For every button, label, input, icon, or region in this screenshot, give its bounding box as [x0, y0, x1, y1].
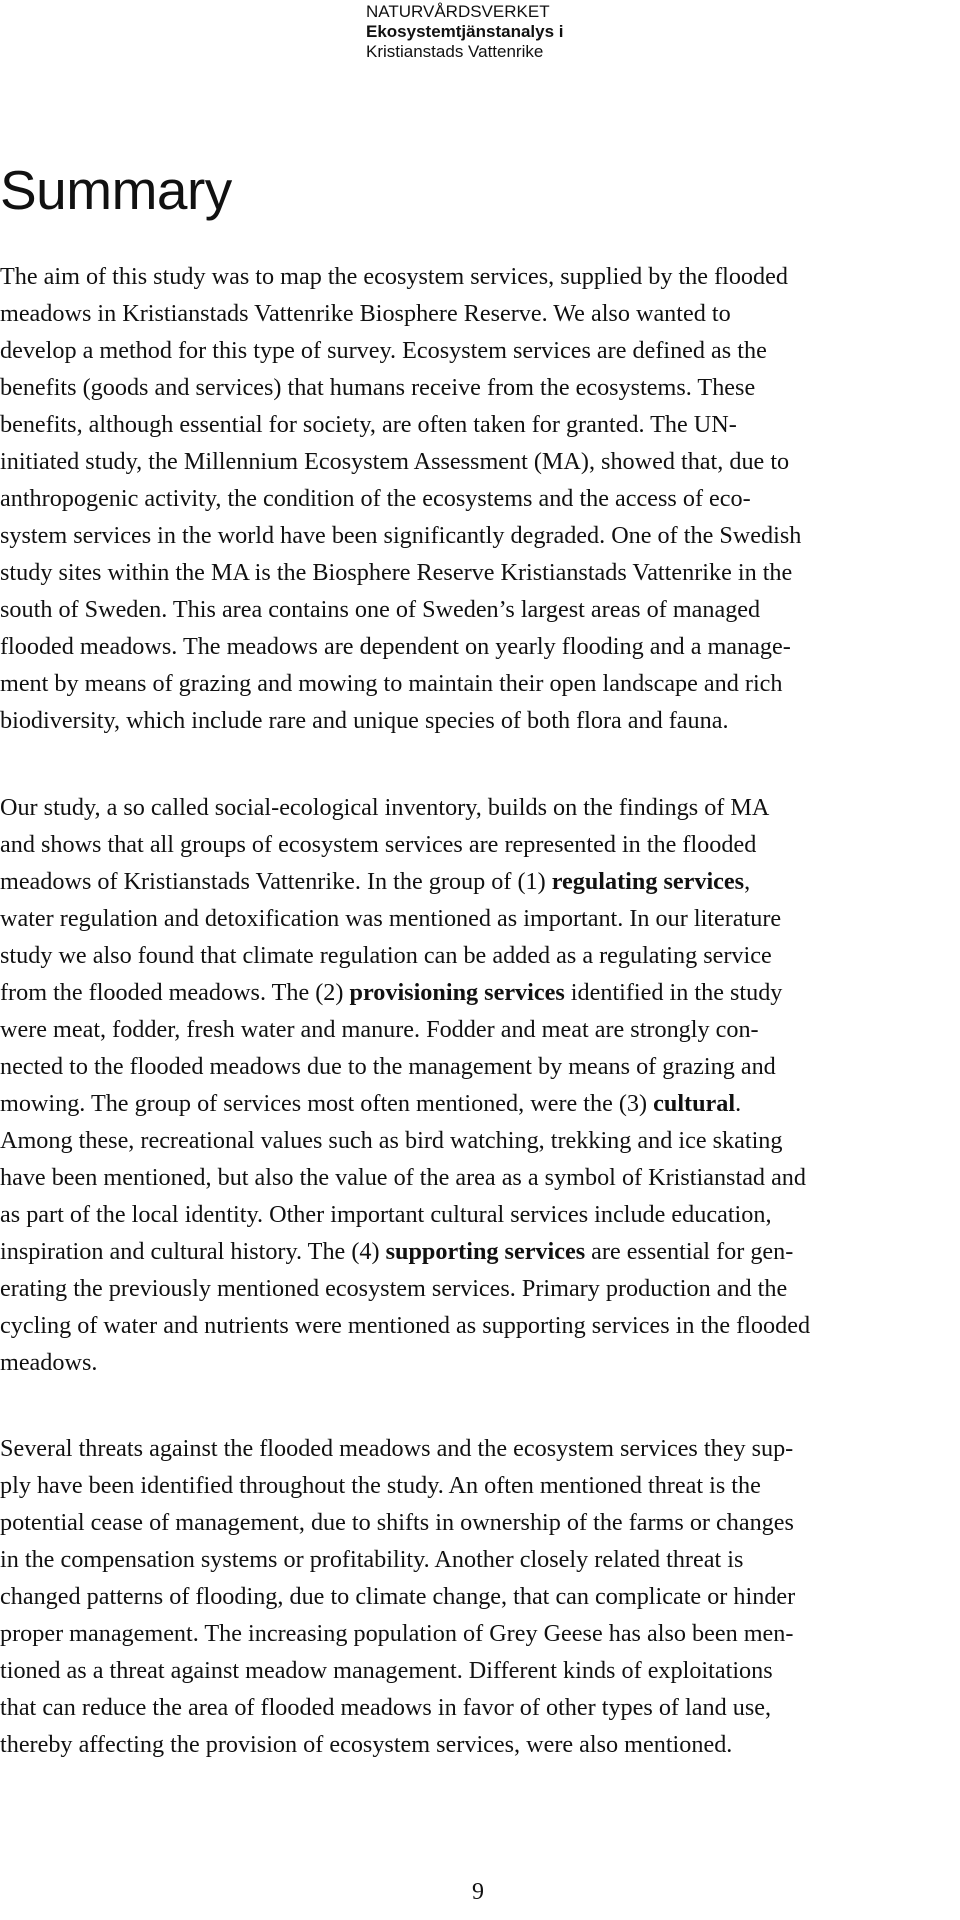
text-line: proper management. The increasing population of Grey Geese has also been men-: [0, 1620, 794, 1647]
text-segment: meadows of Kristianstads Vattenrike. In the group of (1): [0, 868, 552, 895]
header-report-subtitle: Kristianstads Vattenrike: [366, 42, 544, 61]
text-line: ply have been identified throughout the study. An often mentioned threat is the: [0, 1472, 761, 1499]
page-number: 9: [472, 1879, 484, 1905]
text-line: were meat, fodder, fresh water and manure. Fodder and meat are strongly con-: [0, 1016, 759, 1043]
text-line: meadows in Kristianstads Vattenrike Biosphere Reserve. We also wanted to: [0, 300, 731, 327]
text-line: have been mentioned, but also the value of the area as a symbol of Kristianstad and: [0, 1164, 806, 1191]
text-segment: are essential for gen-: [585, 1238, 794, 1265]
text-line: tioned as a threat against meadow management. Different kinds of exploitations: [0, 1657, 773, 1684]
text-line: Our study, a so called social-ecological inventory, builds on the findings of MA: [0, 794, 770, 821]
text-line: that can reduce the area of flooded meadows in favor of other types of land use,: [0, 1694, 772, 1721]
page-title: Summary: [0, 159, 232, 221]
text-line: in the compensation systems or profitability. Another closely related threat is: [0, 1546, 744, 1573]
text-line: cycling of water and nutrients were mentioned as supporting services in the flooded: [0, 1312, 811, 1339]
summary-paragraph-1: [0, 258, 940, 739]
text-line: changed patterns of flooding, due to climate change, that can complicate or hinder: [0, 1583, 796, 1610]
text-line: water regulation and detoxification was mentioned as important. In our literature: [0, 905, 782, 932]
text-line: ment by means of grazing and mowing to maintain their open landscape and rich: [0, 670, 783, 697]
text-line: flooded meadows. The meadows are dependent on yearly flooding and a manage-: [0, 633, 791, 660]
text-line: The aim of this study was to map the ecosystem services, supplied by the flooded: [0, 263, 788, 290]
text-line: and shows that all groups of ecosystem services are represented in the flooded: [0, 831, 757, 858]
text-line: south of Sweden. This area contains one of Sweden’s largest areas of managed: [0, 596, 761, 623]
header-report-title: Ekosystemtjänstanalys i: [366, 22, 564, 41]
text-line: benefits, although essential for society, are often taken for granted. The UN-: [0, 411, 737, 438]
running-header: [366, 2, 626, 62]
text-line: study sites within the MA is the Biosphere Reserve Kristianstads Vattenrike in the: [0, 559, 793, 586]
header-agency: NATURVÅRDSVERKET: [366, 2, 550, 21]
text-line: develop a method for this type of survey. Ecosystem services are defined as the: [0, 337, 767, 364]
text-line: Among these, recreational values such as bird watching, trekking and ice skating: [0, 1127, 783, 1154]
text-line: thereby affecting the provision of ecosystem services, were also mentioned.: [0, 1731, 733, 1758]
text-line: potential cease of management, due to shifts in ownership of the farms or changes: [0, 1509, 794, 1536]
text-line: erating the previously mentioned ecosystem services. Primary production and the: [0, 1275, 788, 1302]
text-line: anthropogenic activity, the condition of the ecosystems and the access of eco-: [0, 485, 751, 512]
summary-paragraph-3: [0, 1430, 940, 1763]
text-line: [0, 1233, 940, 1270]
text-line: benefits (goods and services) that humans receive from the ecosystems. These: [0, 374, 756, 401]
text-line: system services in the world have been significantly degraded. One of the Swedish: [0, 522, 802, 549]
text-line: as part of the local identity. Other important cultural services include education,: [0, 1201, 772, 1228]
term-supporting-services: supporting services: [385, 1238, 586, 1265]
text-line: Several threats against the flooded meadows and the ecosystem services they sup-: [0, 1435, 794, 1462]
term-provisioning-services: provisioning services: [349, 979, 565, 1006]
text-line: initiated study, the Millennium Ecosystem Assessment (MA), showed that, due to: [0, 448, 790, 475]
text-segment: inspiration and cultural history. The (4): [0, 1238, 386, 1265]
text-line: meadows.: [0, 1349, 98, 1376]
term-cultural: cultural: [653, 1090, 736, 1117]
text-segment: mowing. The group of services most often mentioned, were the (3): [0, 1090, 654, 1117]
text-line: [0, 974, 940, 1011]
text-line: nected to the flooded meadows due to the management by means of grazing and: [0, 1053, 776, 1080]
text-line: study we also found that climate regulation can be added as a regulating service: [0, 942, 772, 969]
text-segment: .: [735, 1090, 742, 1117]
text-line: [0, 1085, 940, 1122]
text-segment: ,: [744, 868, 751, 895]
text-line: biodiversity, which include rare and unique species of both flora and fauna.: [0, 707, 729, 734]
term-regulating-services: regulating services: [551, 868, 745, 895]
summary-paragraph-2: [0, 789, 940, 1381]
text-segment: from the flooded meadows. The (2): [0, 979, 350, 1006]
text-line: [0, 863, 940, 900]
text-segment: identified in the study: [564, 979, 783, 1006]
